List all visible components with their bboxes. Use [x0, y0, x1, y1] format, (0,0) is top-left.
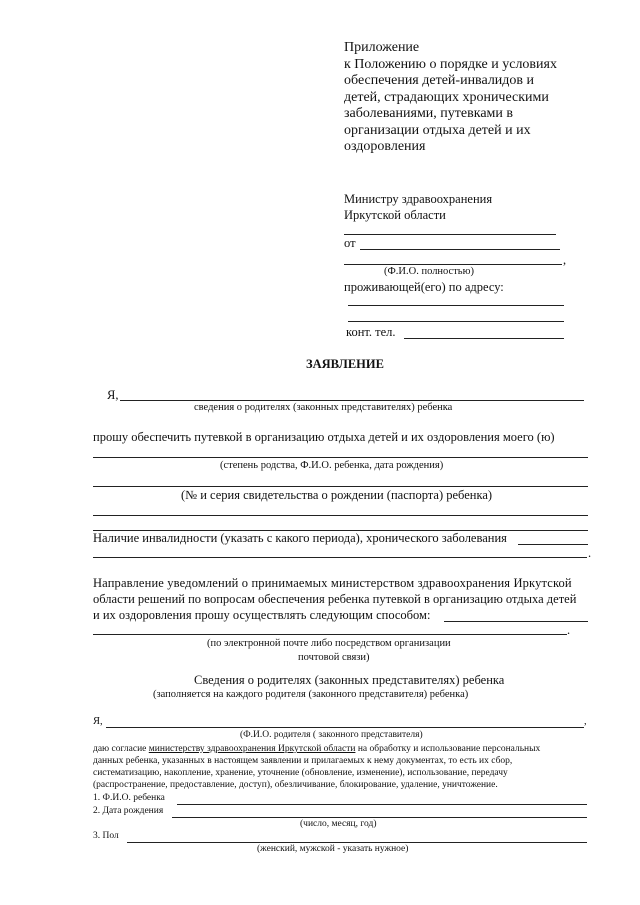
consent-org: министерству здравоохранения Иркутской области	[148, 744, 356, 754]
consent-suffix: на обработку и использование персональных	[355, 744, 541, 754]
consent-line-1	[93, 744, 540, 754]
addressee-line-2: Иркутской области	[344, 208, 446, 222]
address-field-2[interactable]	[348, 321, 564, 322]
consent-line-4: (распространение, предоставление, доступ), обезличивание, блокирование, удаление, уничтожение.	[93, 780, 498, 790]
document-title: ЗАЯВЛЕНИЕ	[306, 357, 384, 371]
parent-fio-caption: (Ф.И.О. родителя ( законного представителя)	[240, 730, 423, 740]
fio-caption: (Ф.И.О. полностью)	[384, 266, 474, 277]
address-field-1[interactable]	[348, 305, 564, 306]
notify-caption-2: почтовой связи)	[298, 652, 370, 663]
notify-line-1: Направление уведомлений о принимаемых министерством здравоохранения Иркутской	[93, 576, 572, 590]
notify-method-field-2[interactable]	[93, 634, 567, 635]
from-field[interactable]	[360, 249, 560, 250]
notify-caption-1: (по электронной почте либо посредством организации	[207, 638, 451, 649]
addressee-blank-line[interactable]	[344, 234, 556, 235]
item-sex: 3. Пол	[93, 831, 119, 841]
phone-field[interactable]	[404, 338, 564, 339]
parents-caption: сведения о родителях (законных представителях) ребенка	[194, 402, 453, 413]
sex-field[interactable]	[127, 842, 587, 843]
appendix-line: к Положению о порядке и условиях	[344, 56, 557, 72]
certificate-caption: (№ и серия свидетельства о рождении (паспорта) ребенка)	[181, 488, 493, 502]
parents-section-title: Сведения о родителях (законных представителях) ребенка	[194, 673, 505, 687]
child-info-field[interactable]	[93, 457, 588, 458]
consent-line-2: данных ребенка, указанных в настоящем заявлении и прилагаемых к нему документах, то есть их сбор,	[93, 756, 513, 766]
appendix-header	[344, 40, 594, 156]
period: .	[567, 623, 571, 637]
kinship-caption: (степень родства, Ф.И.О. ребенка, дата рождения)	[220, 460, 444, 471]
parent-fio-field[interactable]	[106, 727, 584, 728]
appendix-line: детей, страдающих хроническими	[344, 89, 549, 105]
child-fio-field[interactable]	[177, 804, 587, 805]
item-birth-date: 2. Дата рождения	[93, 806, 164, 816]
certificate-field[interactable]	[93, 486, 588, 487]
sex-caption: (женский, мужской - указать нужное)	[257, 844, 409, 854]
notify-line-2: области решений по вопросам обеспечения ребенка путевкой в организацию отдыха детей	[93, 592, 577, 606]
addressee-line-1: Министру здравоохранения	[344, 192, 493, 206]
appendix-line: заболеваниями, путевками в	[344, 106, 513, 121]
request-text: прошу обеспечить путевкой в организацию отдыха детей и их оздоровления моего (ю)	[93, 430, 555, 444]
from-label: от	[344, 236, 356, 250]
appendix-line: организации отдыха детей и их	[344, 122, 531, 138]
fio-field[interactable]	[344, 264, 562, 265]
disability-field[interactable]	[518, 544, 588, 545]
item-child-fio: 1. Ф.И.О. ребенка	[93, 793, 165, 803]
consent-prefix: даю согласие	[93, 744, 149, 754]
consent-line-3: систематизацию, накопление, хранение, уточнение (обновление, изменение), использование, передачу	[93, 768, 508, 778]
parents-section-subtitle: (заполняется на каждого родителя (законного представителя) ребенка)	[153, 689, 469, 700]
birth-date-field[interactable]	[172, 817, 587, 818]
ya-label: Я,	[107, 388, 119, 402]
date-caption: (число, месяц, год)	[300, 819, 377, 829]
appendix-line: обеспечения детей-инвалидов и	[344, 73, 535, 88]
period: .	[588, 546, 592, 560]
comma: ,	[563, 253, 567, 267]
parents-info-field[interactable]	[120, 400, 584, 401]
phone-label: конт. тел.	[346, 325, 396, 339]
disability-text: Наличие инвалидности (указать с какого периода), хронического заболевания	[93, 531, 507, 545]
extra-field-1[interactable]	[93, 515, 588, 516]
comma: ,	[584, 716, 587, 727]
notify-method-field[interactable]	[444, 621, 588, 622]
notify-line-3: и их оздоровления прошу осуществлять следующим способом:	[93, 608, 431, 622]
appendix-line: оздоровления	[344, 139, 426, 154]
appendix-line: Приложение	[344, 40, 420, 55]
disability-field-2[interactable]	[93, 557, 587, 558]
residence-label: проживающей(его) по адресу:	[344, 280, 504, 294]
ya-label: Я,	[93, 716, 103, 727]
